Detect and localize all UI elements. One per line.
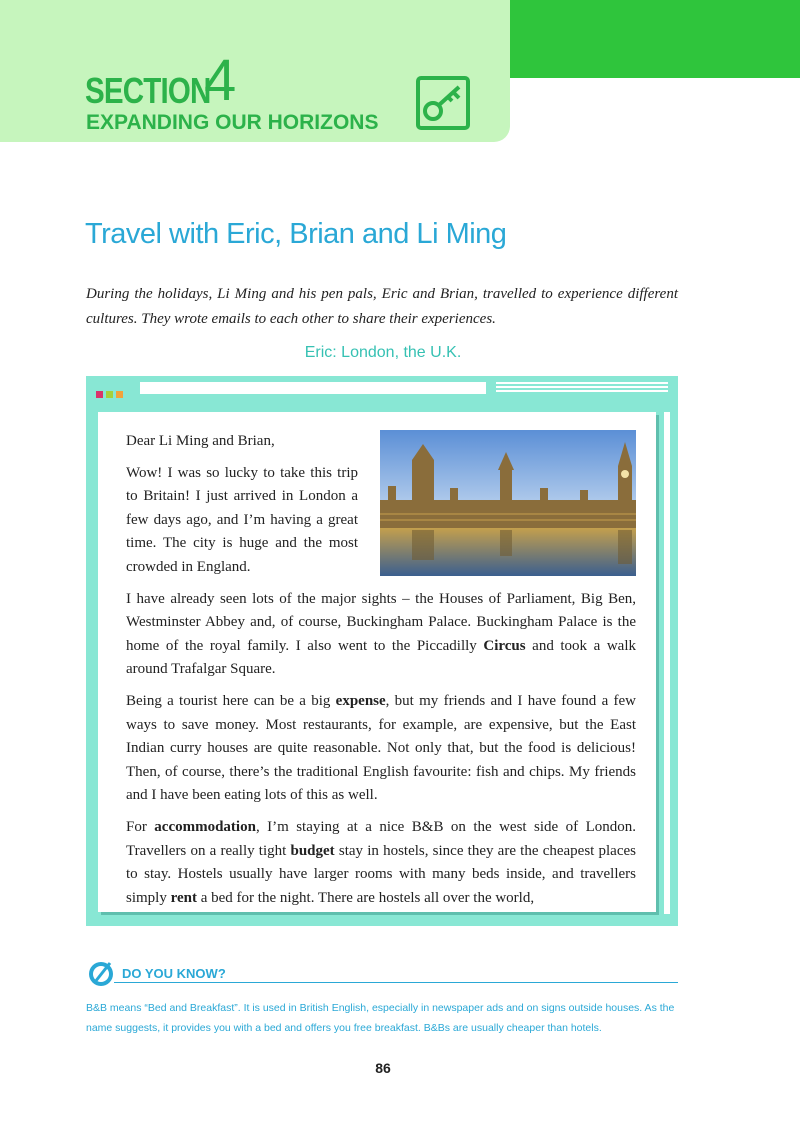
section-word: SECTION <box>85 70 211 111</box>
scrollbar[interactable] <box>664 412 670 914</box>
close-dot-icon <box>96 391 103 398</box>
vocab-accommodation: accommodation <box>154 818 256 835</box>
letter-paragraph-1: Wow! I was so lucky to take this trip to Britain! I just arrived in London a few days ago, and I’m having a great time. The city is huge and the most crowded in England. <box>126 464 358 575</box>
section-subtitle: EXPANDING OUR HORIZONS <box>86 111 379 134</box>
page-number: 86 <box>375 1060 391 1076</box>
pencil-bulb-icon <box>86 958 116 988</box>
section-header-tab <box>510 0 800 78</box>
email-subheading: Eric: London, the U.K. <box>304 344 462 361</box>
did-you-know-text: B&B means “Bed and Breakfast”. It is used in British English, especially in newspaper ads and on signs outside houses. As the name suggests, it provides you with a bed and offers you free breakfast. B&Bs are usually cheaper than hotels. <box>86 1002 675 1034</box>
vocab-circus: Circus <box>483 637 526 654</box>
letter-text <box>126 430 636 918</box>
email-body <box>98 412 656 912</box>
vocab-budget: budget <box>290 842 335 859</box>
section-number: 4 <box>204 48 237 113</box>
key-icon <box>415 75 471 131</box>
intro-text: During the holidays, Li Ming and his pen pals, Eric and Brian, travelled to experience different cultures. They wrote emails to each other to share their experiences. <box>86 286 678 327</box>
parliament-photo <box>380 430 636 576</box>
minimize-dot-icon <box>106 391 113 398</box>
maximize-dot-icon <box>116 391 123 398</box>
letter-paragraph-4: For accommodation, I’m staying at a nice B&B on the west side of London. Travellers on a really tight budget stay in hostels, since they are the cheapest places to stay. Hostels usually have larger rooms with many beds inside, and travellers simply rent a bed for the night. There are hostels all over the world, <box>126 818 636 906</box>
letter-greeting: Dear Li Ming and Brian, <box>126 433 275 449</box>
vocab-rent: rent <box>170 889 197 906</box>
page-title: Travel with Eric, Brian and Li Ming <box>85 218 507 250</box>
window-stripes <box>496 382 668 394</box>
letter-paragraph-3: Being a tourist here can be a big expense, but my friends and I have found a few ways to save money. Most restaurants, for example, are expensive, but the East Indian curry houses are quite reasonable. Not only that, but the food is delicious! Then, of course, there’s the traditional English favourite: fish and chips. My friends and I have been eating lots of this as well. <box>126 692 636 804</box>
did-you-know-divider <box>114 982 678 983</box>
did-you-know-title: DO YOU KNOW? <box>122 966 226 981</box>
window-controls <box>96 385 126 403</box>
vocab-expense: expense <box>335 692 386 709</box>
letter-paragraph-2: I have already seen lots of the major sights – the Houses of Parliament, Big Ben, Westminster Abbey and, of course, Buckingham Palace. Buckingham Palace is the home of the royal family. I also went to the Piccadilly Circus and took a walk around Trafalgar Square. <box>126 590 636 678</box>
address-bar <box>140 382 486 394</box>
email-window <box>86 376 678 926</box>
